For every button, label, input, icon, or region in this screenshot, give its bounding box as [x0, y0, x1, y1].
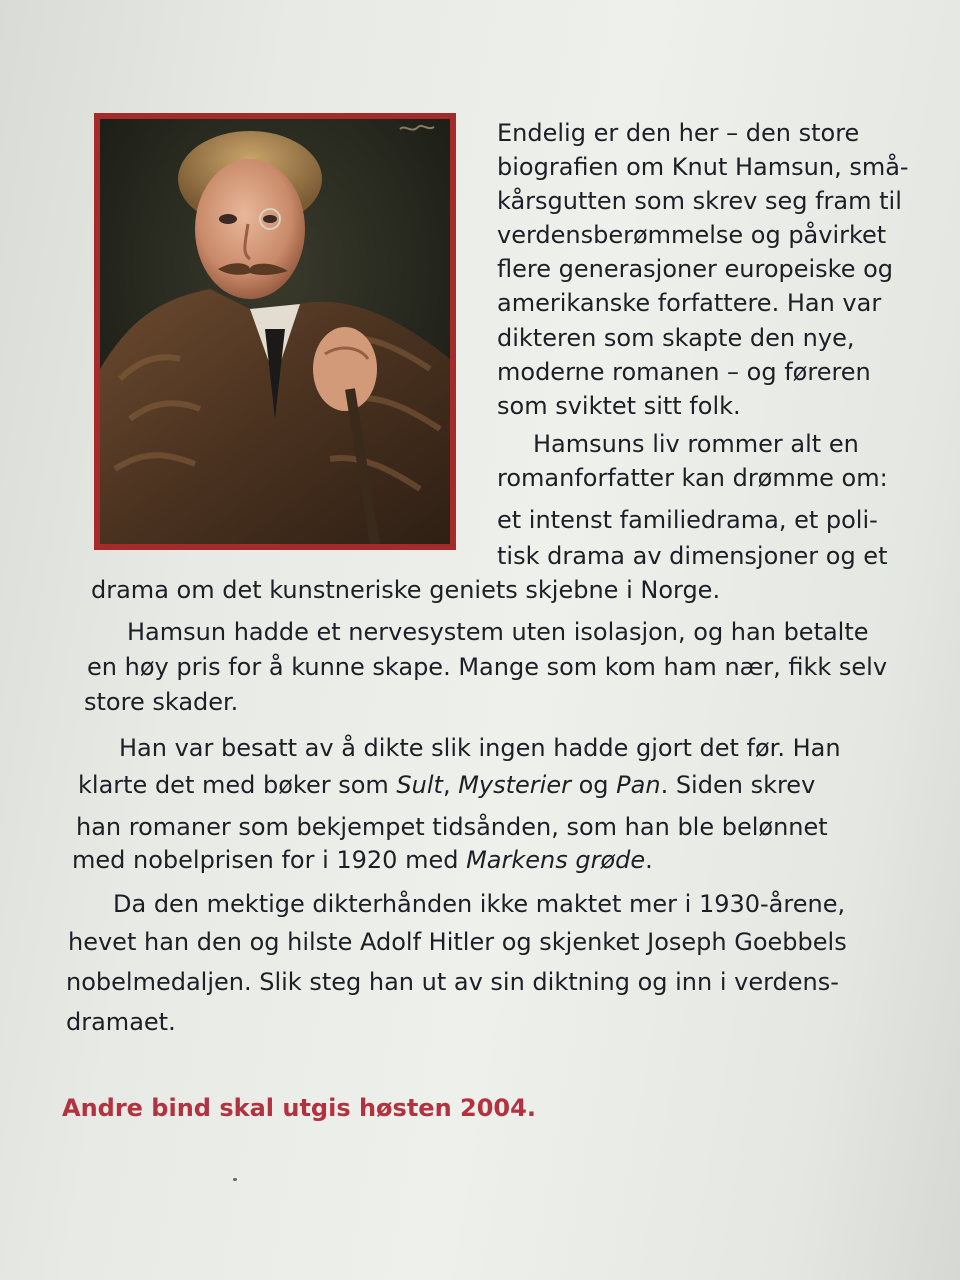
book-title-mysterier: Mysterier — [458, 771, 571, 799]
body-text-line: romanforfatter kan drømme om: — [497, 464, 888, 492]
body-text-segment: , — [442, 771, 459, 799]
book-title-markens-grode: Markens grøde — [466, 846, 646, 874]
portrait-painting-icon — [100, 119, 450, 544]
book-title-pan: Pan — [616, 771, 661, 799]
body-text-line: kårsgutten som skrev seg fram til — [497, 187, 902, 215]
body-text-line — [78, 771, 815, 799]
body-text-line: nobelmedaljen. Slik steg han ut av sin diktning og inn i verdens- — [66, 968, 839, 996]
body-text-line: amerikanske forfattere. Han var — [497, 289, 882, 317]
body-text-line: flere generasjoner europeiske og — [497, 255, 894, 283]
body-text-line: Han var besatt av å dikte slik ingen hadde gjort det før. Han — [119, 734, 841, 762]
body-text-line — [72, 846, 653, 874]
body-text-line: Hamsuns liv rommer alt en — [533, 430, 859, 458]
body-text-line: dikteren som skapte den nye, — [497, 324, 855, 352]
body-text-line: en høy pris for å kunne skape. Mange som kom ham nær, fikk selv — [87, 653, 888, 681]
body-text-line: verdensberømmelse og påvirket — [497, 221, 887, 249]
body-text-line: biografien om Knut Hamsun, små- — [497, 153, 909, 181]
body-text-segment: klarte det med bøker som — [78, 771, 397, 799]
body-text-line: Da den mektige dikterhånden ikke maktet mer i 1930-årene, — [113, 890, 846, 918]
body-text-segment: . Siden skrev — [660, 771, 816, 799]
body-text-line: store skader. — [84, 688, 239, 716]
body-text-line: moderne romanen – og føreren — [497, 358, 871, 386]
body-text-line: dramaet. — [66, 1008, 176, 1036]
book-title-sult: Sult — [396, 771, 443, 799]
body-text-line: hevet han den og hilste Adolf Hitler og skjenket Joseph Goebbels — [68, 928, 847, 956]
body-text-line: tisk drama av dimensjoner og et — [497, 542, 888, 570]
body-text-line: han romaner som bekjempet tidsånden, som han ble belønnet — [76, 813, 828, 841]
body-text-segment: med nobelprisen for i 1920 med — [72, 846, 467, 874]
second-volume-note: Andre bind skal utgis høsten 2004. — [62, 1094, 536, 1122]
body-text-line: Endelig er den her – den store — [497, 119, 860, 147]
body-text-segment: og — [570, 771, 617, 799]
body-text-segment: . — [645, 846, 653, 874]
portrait-frame — [94, 113, 456, 550]
body-text-line: som sviktet sitt folk. — [497, 392, 741, 420]
body-text-line: Hamsun hadde et nervesystem uten isolasjon, og han betalte — [127, 618, 869, 646]
paper-speck — [233, 1178, 237, 1181]
body-text-line: et intenst familiedrama, et poli- — [497, 506, 878, 534]
body-text-line: drama om det kunstneriske geniets skjebne i Norge. — [91, 576, 721, 604]
